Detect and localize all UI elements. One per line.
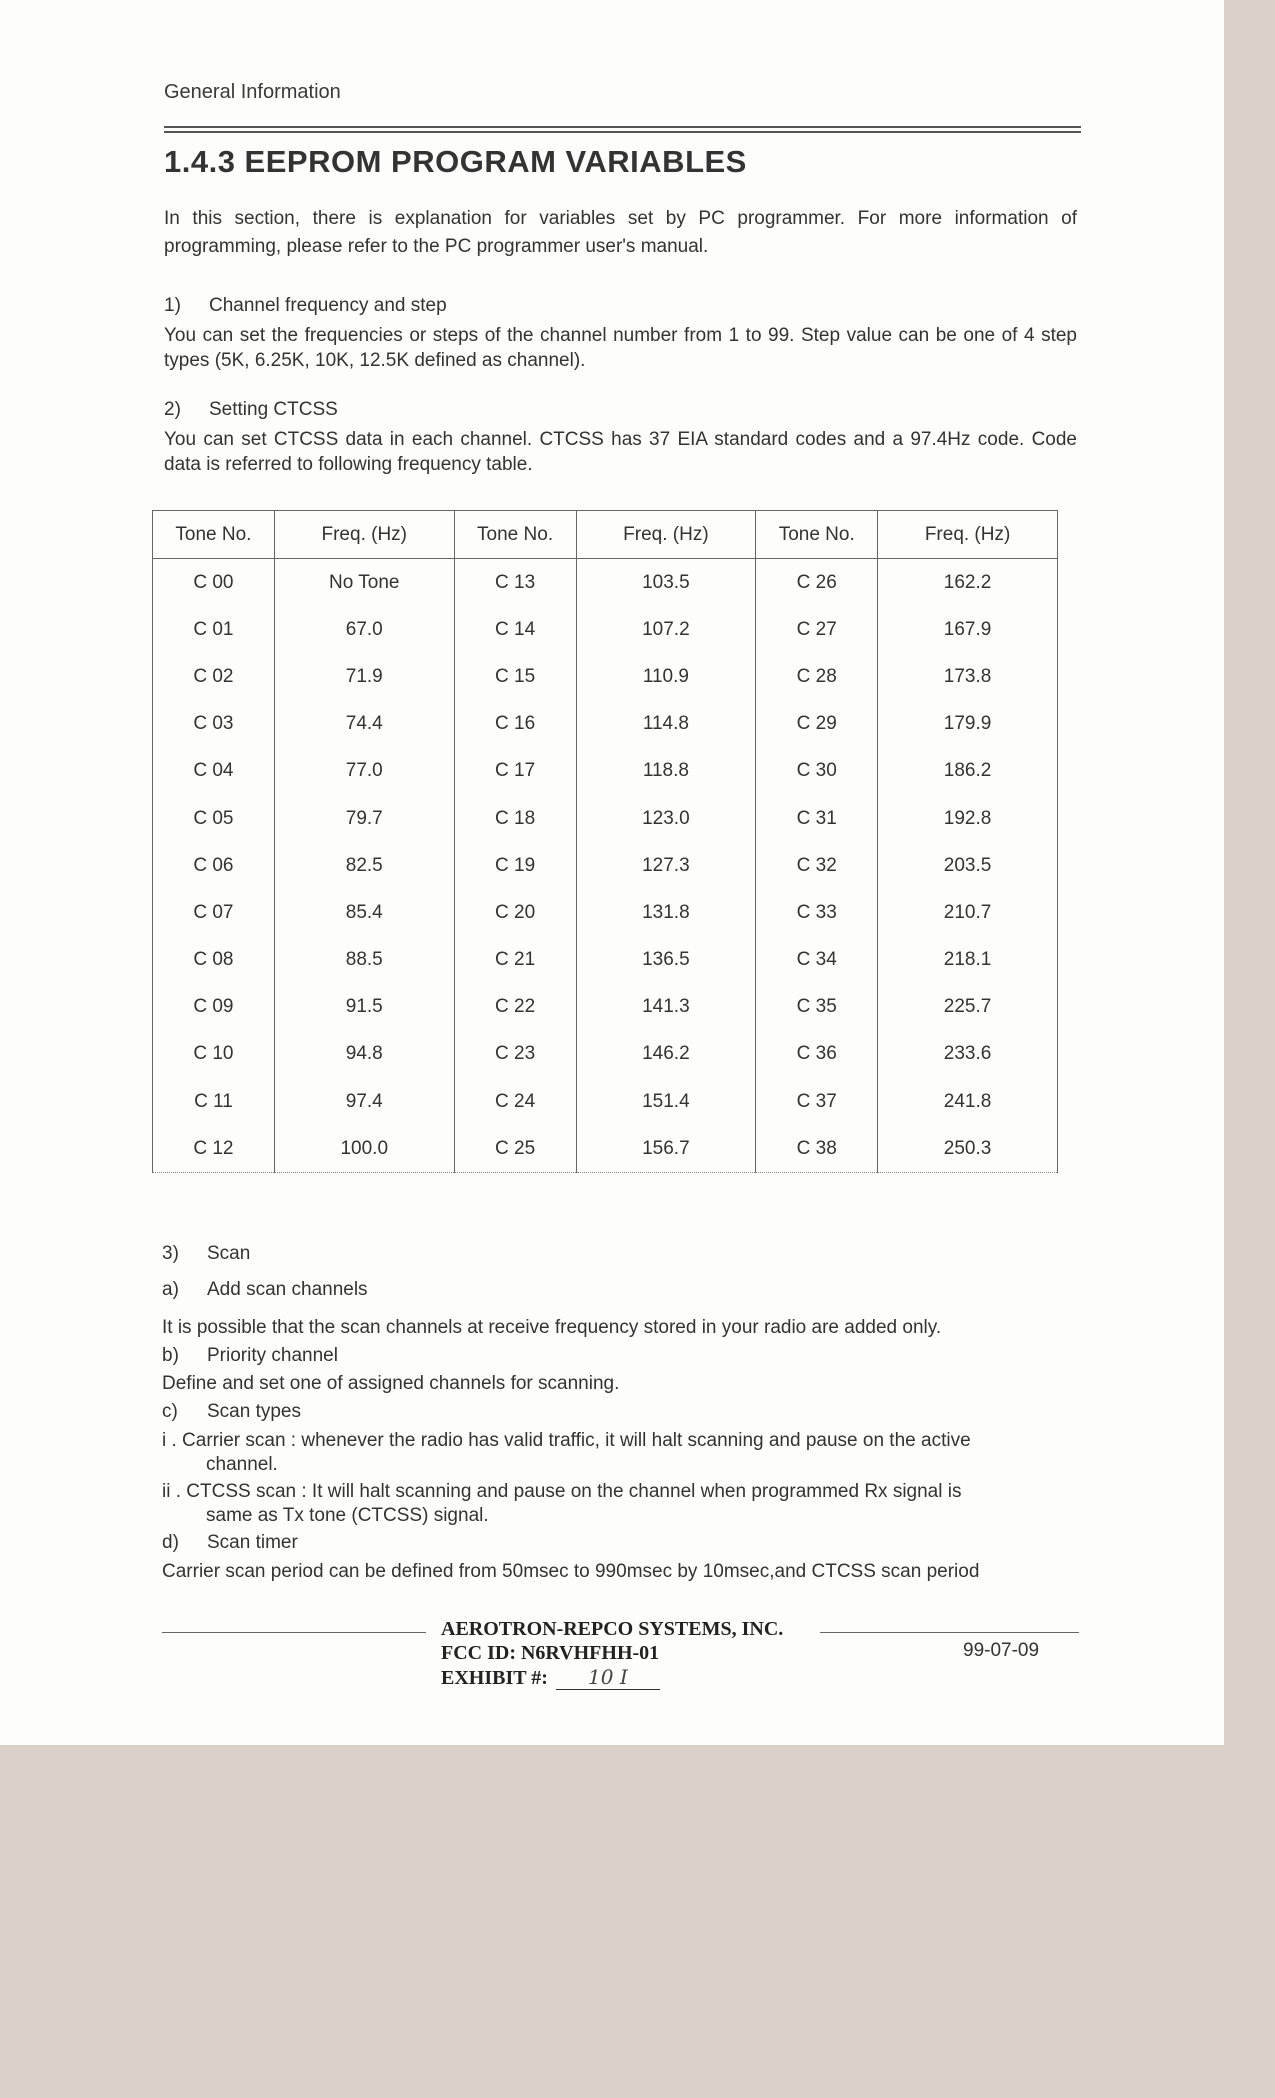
intro-paragraph: In this section, there is explanation for variables set by PC programmer. For more information of programming, please refer to the PC programmer user's manual. — [164, 208, 1077, 257]
frequency-cell: 151.4 — [576, 1078, 756, 1125]
frequency-cell: 85.4 — [274, 889, 454, 936]
tone-number-cell: C 09 — [153, 984, 275, 1031]
scan-b-number: b) — [162, 1345, 179, 1366]
frequency-cell: 114.8 — [576, 701, 756, 748]
table-row — [153, 748, 1058, 795]
table-row — [153, 984, 1058, 1031]
footer-rule-right — [820, 1632, 1079, 1633]
frequency-cell: 91.5 — [274, 984, 454, 1031]
tone-number-cell: C 13 — [454, 559, 576, 607]
tone-number-cell: C 34 — [756, 937, 878, 984]
scan-type-ctcss-cont: same as Tx tone (CTCSS) signal. — [206, 1505, 489, 1526]
tone-number-cell: C 35 — [756, 984, 878, 1031]
frequency-cell: 225.7 — [878, 984, 1058, 1031]
tone-number-cell: C 29 — [756, 701, 878, 748]
tone-number-cell: C 26 — [756, 559, 878, 607]
frequency-cell: 127.3 — [576, 842, 756, 889]
frequency-cell: 218.1 — [878, 937, 1058, 984]
item1-body: You can set the frequencies or steps of the channel number from 1 to 99. Step value can be one of 4 step types (5K, 6.25K, 10K, 12.5K defined as channel). — [164, 325, 1077, 371]
table-row — [153, 653, 1058, 700]
scan-number: 3) — [162, 1243, 179, 1264]
frequency-cell: 94.8 — [274, 1031, 454, 1078]
frequency-cell: 118.8 — [576, 748, 756, 795]
exhibit-number: 10 I — [556, 1665, 660, 1690]
tone-number-cell: C 03 — [153, 701, 275, 748]
frequency-cell: 123.0 — [576, 795, 756, 842]
tone-number-cell: C 17 — [454, 748, 576, 795]
exhibit-label: EXHIBIT #: — [441, 1667, 548, 1689]
tone-number-cell: C 20 — [454, 889, 576, 936]
scan-a-heading — [162, 1279, 368, 1301]
column-header: Tone No. — [454, 511, 576, 559]
frequency-cell: 67.0 — [274, 606, 454, 653]
tone-number-cell: C 19 — [454, 842, 576, 889]
tone-number-cell: C 10 — [153, 1031, 275, 1078]
tone-number-cell: C 33 — [756, 889, 878, 936]
frequency-cell: 71.9 — [274, 653, 454, 700]
tone-number-cell: C 01 — [153, 606, 275, 653]
table-row — [153, 1031, 1058, 1078]
tone-number-cell: C 32 — [756, 842, 878, 889]
table-row — [153, 1078, 1058, 1125]
frequency-cell: 192.8 — [878, 795, 1058, 842]
scan-b-body: Define and set one of assigned channels for scanning. — [162, 1373, 620, 1394]
frequency-cell: 74.4 — [274, 701, 454, 748]
tone-number-cell: C 08 — [153, 937, 275, 984]
footer-rule-left — [162, 1632, 426, 1633]
scan-d-heading-text: Scan timer — [207, 1532, 298, 1553]
frequency-cell: 107.2 — [576, 606, 756, 653]
frequency-cell: 173.8 — [878, 653, 1058, 700]
scan-c-heading — [162, 1401, 301, 1423]
footer-company-block — [441, 1617, 783, 1690]
scan-type-ctcss: ii . CTCSS scan : It will halt scanning and pause on the channel when programmed Rx signal is — [162, 1481, 962, 1502]
scan-b-heading — [162, 1345, 338, 1367]
frequency-cell: 250.3 — [878, 1125, 1058, 1173]
column-header: Freq. (Hz) — [576, 511, 756, 559]
frequency-cell: No Tone — [274, 559, 454, 607]
frequency-cell: 162.2 — [878, 559, 1058, 607]
tone-number-cell: C 00 — [153, 559, 275, 607]
frequency-cell: 97.4 — [274, 1078, 454, 1125]
scan-d-heading — [162, 1532, 298, 1554]
tone-number-cell: C 06 — [153, 842, 275, 889]
item1-heading-text: Channel frequency and step — [209, 295, 447, 316]
item2-body: You can set CTCSS data in each channel. CTCSS has 37 EIA standard codes and a 97.4Hz code. Code data is referred to following frequency table. — [164, 429, 1077, 475]
column-header: Tone No. — [153, 511, 275, 559]
frequency-cell: 210.7 — [878, 889, 1058, 936]
tone-number-cell: C 05 — [153, 795, 275, 842]
frequency-cell: 131.8 — [576, 889, 756, 936]
table-row — [153, 606, 1058, 653]
scan-d-number: d) — [162, 1532, 179, 1553]
column-header: Tone No. — [756, 511, 878, 559]
scan-type-carrier-cont: channel. — [206, 1454, 278, 1475]
tone-number-cell: C 22 — [454, 984, 576, 1031]
item2-heading — [164, 399, 338, 421]
ctcss-frequency-table — [152, 510, 1058, 1173]
header-rule — [164, 126, 1081, 128]
tone-number-cell: C 25 — [454, 1125, 576, 1173]
tone-number-cell: C 11 — [153, 1078, 275, 1125]
scan-heading-text: Scan — [207, 1243, 251, 1264]
scan-type-carrier: i . Carrier scan : whenever the radio has valid traffic, it will halt scanning and pause on the active — [162, 1430, 971, 1451]
tone-number-cell: C 37 — [756, 1078, 878, 1125]
section-header-label: General Information — [164, 81, 341, 103]
scan-c-heading-text: Scan types — [207, 1401, 301, 1422]
item1-heading — [164, 295, 447, 317]
frequency-cell: 203.5 — [878, 842, 1058, 889]
frequency-cell: 146.2 — [576, 1031, 756, 1078]
scan-a-body: It is possible that the scan channels at receive frequency stored in your radio are added only. — [162, 1317, 942, 1338]
table-row — [153, 795, 1058, 842]
tone-number-cell: C 15 — [454, 653, 576, 700]
exhibit-line — [441, 1665, 783, 1690]
frequency-cell: 141.3 — [576, 984, 756, 1031]
table-header-row — [153, 511, 1058, 559]
scan-section — [162, 1243, 1082, 1593]
frequency-cell: 82.5 — [274, 842, 454, 889]
tone-number-cell: C 12 — [153, 1125, 275, 1173]
fcc-id: FCC ID: N6RVHFHH-01 — [441, 1642, 660, 1664]
frequency-cell: 100.0 — [274, 1125, 454, 1173]
item2-number: 2) — [164, 399, 181, 420]
frequency-cell: 103.5 — [576, 559, 756, 607]
document-date: 99-07-09 — [963, 1640, 1040, 1661]
frequency-cell: 88.5 — [274, 937, 454, 984]
tone-number-cell: C 24 — [454, 1078, 576, 1125]
scan-a-heading-text: Add scan channels — [207, 1279, 368, 1300]
scan-c-number: c) — [162, 1401, 178, 1422]
tone-number-cell: C 38 — [756, 1125, 878, 1173]
tone-number-cell: C 30 — [756, 748, 878, 795]
table-row — [153, 937, 1058, 984]
frequency-cell: 179.9 — [878, 701, 1058, 748]
frequency-cell: 156.7 — [576, 1125, 756, 1173]
tone-number-cell: C 28 — [756, 653, 878, 700]
frequency-cell: 77.0 — [274, 748, 454, 795]
tone-number-cell: C 02 — [153, 653, 275, 700]
scan-a-number: a) — [162, 1279, 179, 1300]
table-row — [153, 701, 1058, 748]
frequency-cell: 79.7 — [274, 795, 454, 842]
table-row — [153, 842, 1058, 889]
scan-heading — [162, 1243, 250, 1265]
column-header: Freq. (Hz) — [274, 511, 454, 559]
tone-number-cell: C 18 — [454, 795, 576, 842]
company-name: AEROTRON-REPCO SYSTEMS, INC. — [441, 1618, 784, 1640]
tone-number-cell: C 23 — [454, 1031, 576, 1078]
scan-d-body: Carrier scan period can be defined from 50msec to 990msec by 10msec,and CTCSS scan period — [162, 1561, 980, 1582]
tone-number-cell: C 07 — [153, 889, 275, 936]
tone-number-cell: C 21 — [454, 937, 576, 984]
table-row — [153, 889, 1058, 936]
tone-number-cell: C 16 — [454, 701, 576, 748]
frequency-cell: 167.9 — [878, 606, 1058, 653]
table-row — [153, 559, 1058, 607]
tone-number-cell: C 04 — [153, 748, 275, 795]
tone-number-cell: C 31 — [756, 795, 878, 842]
frequency-cell: 136.5 — [576, 937, 756, 984]
tone-number-cell: C 36 — [756, 1031, 878, 1078]
item1-number: 1) — [164, 295, 181, 316]
page-title: 1.4.3 EEPROM PROGRAM VARIABLES — [164, 144, 747, 179]
frequency-cell: 186.2 — [878, 748, 1058, 795]
item2-heading-text: Setting CTCSS — [209, 399, 338, 420]
column-header: Freq. (Hz) — [878, 511, 1058, 559]
frequency-cell: 233.6 — [878, 1031, 1058, 1078]
scan-b-heading-text: Priority channel — [207, 1345, 338, 1366]
frequency-cell: 110.9 — [576, 653, 756, 700]
table-row — [153, 1125, 1058, 1173]
tone-number-cell: C 27 — [756, 606, 878, 653]
frequency-cell: 241.8 — [878, 1078, 1058, 1125]
tone-number-cell: C 14 — [454, 606, 576, 653]
header-rule-double — [164, 131, 1081, 133]
